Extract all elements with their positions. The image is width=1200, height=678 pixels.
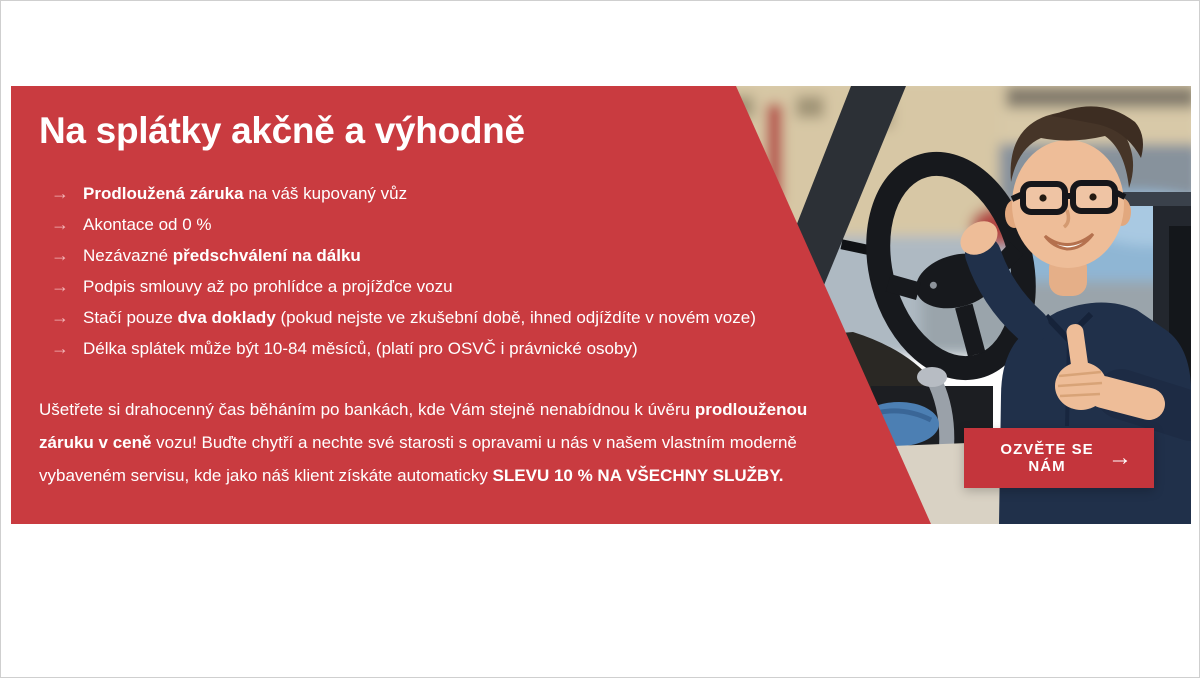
arrow-right-icon: → [51,306,69,327]
benefit-text: Podpis smlouvy až po prohlídce a projížďce vozu [83,276,453,296]
arrow-right-icon: → [1108,444,1132,471]
benefit-item [51,307,854,328]
contact-us-button[interactable] [964,428,1154,488]
benefits-list [51,183,854,359]
banner-title: Na splátky akčně a výhodně [39,110,525,151]
arrow-right-icon: → [51,213,69,234]
benefit-text: Délka splátek může být 10-84 měsíců, (platí pro OSVČ i právnické osoby) [83,338,638,358]
arrow-right-icon: → [51,182,69,203]
promo-paragraph: Ušetřete si drahocenný čas běháním po bankách, kde Vám stejně nenabídnou k úvěru prodlouženou záruku v ceně vozu! Buďte chytří a nechte své starosti s opravami u nás v našem vlastním moderně vybaveném servisu, kde jako náš klient získáte automaticky SLEVU 10 % NA VŠECHNY SLUŽBY. [39,399,808,485]
benefit-item [51,276,854,297]
benefit-text: Nezávazné předschválení na dálku [83,245,361,265]
benefit-text: Prodloužená záruka na váš kupovaný vůz [83,183,408,203]
arrow-right-icon: → [51,244,69,265]
promo-banner [11,86,1191,524]
benefit-text: Stačí pouze dva doklady (pokud nejste ve zkušební době, ihned odjíždíte v novém voze) [83,307,756,327]
banner-content [39,110,854,492]
benefit-item [51,214,854,235]
benefit-item [51,245,854,266]
arrow-right-icon: → [51,275,69,296]
benefit-item [51,338,854,359]
benefit-text: Akontace od 0 % [83,214,212,234]
contact-us-label: OZVĚTE SE NÁM [1000,441,1094,475]
arrow-right-icon: → [51,337,69,358]
benefit-item [51,183,854,204]
